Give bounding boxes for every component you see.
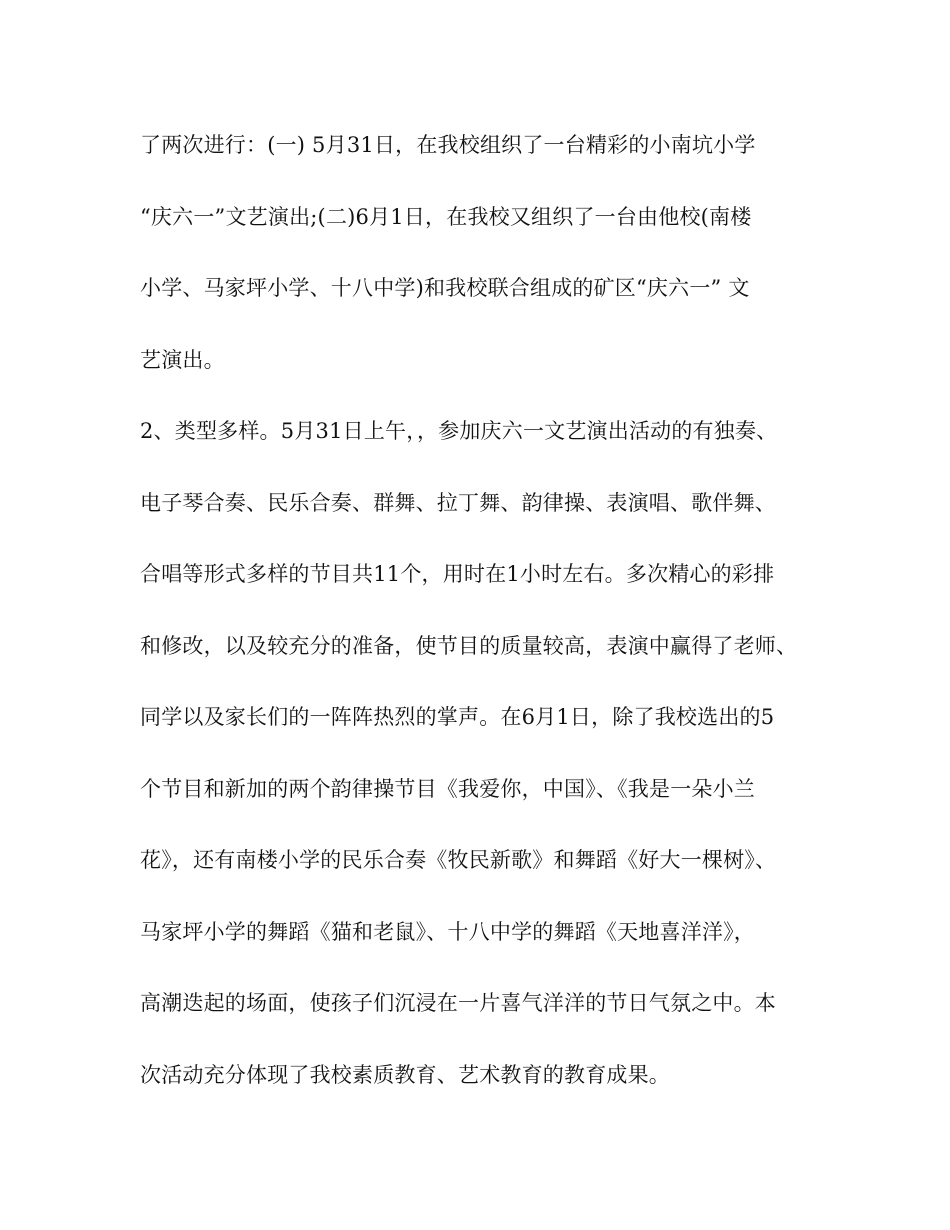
text-line: 艺演出。: [140, 347, 225, 372]
text-line: 花》，还有南楼小学的民乐合奏《牧民新歌》和舞蹈《好大一棵树》、: [140, 848, 777, 872]
text-line: 个节目和新加的两个韵律操节目《我爱你，中国》、《我是一朵小兰: [140, 776, 755, 801]
text-line: 次活动充分体现了我校素质教育、艺术教育的教育成果。: [140, 1062, 670, 1087]
text-line: 了两次进行：(一) 5月31日，在我校组织了一台精彩的小南坑小学: [140, 133, 756, 157]
text-line: 马家坪小学的舞蹈《猫和老鼠》、十八中学的舞蹈《天地喜洋洋》，: [140, 919, 755, 944]
text-line: 电子琴合奏、民乐合奏、群舞、拉丁舞、韵律操、表演唱、歌伴舞、: [140, 490, 776, 515]
text-line: 合唱等形式多样的节目共11个，用时在1小时左右。多次精心的彩排: [140, 562, 775, 586]
text-line: “庆六一”文艺演出;(二)6月1日，在我校又组织了一台由他校(南楼: [140, 204, 752, 229]
text-line: 2、类型多样。5月31日上午，，参加庆六一文艺演出活动的有独奏、: [140, 419, 778, 443]
body-text: [140, 123, 820, 1124]
text-line: 和修改，以及较充分的准备，使节目的质量较高，表演中赢得了老师、: [140, 633, 798, 658]
text-line: 同学以及家长们的一阵阵热烈的掌声。在6月1日，除了我校选出的5: [140, 705, 775, 729]
text-line: 小学、马家坪小学、十八中学)和我校联合组成的矿区“庆六一” 文: [140, 276, 750, 300]
text-line: 高潮迭起的场面，使孩子们沉浸在一片喜气洋洋的节日气氛之中。本: [140, 991, 776, 1015]
